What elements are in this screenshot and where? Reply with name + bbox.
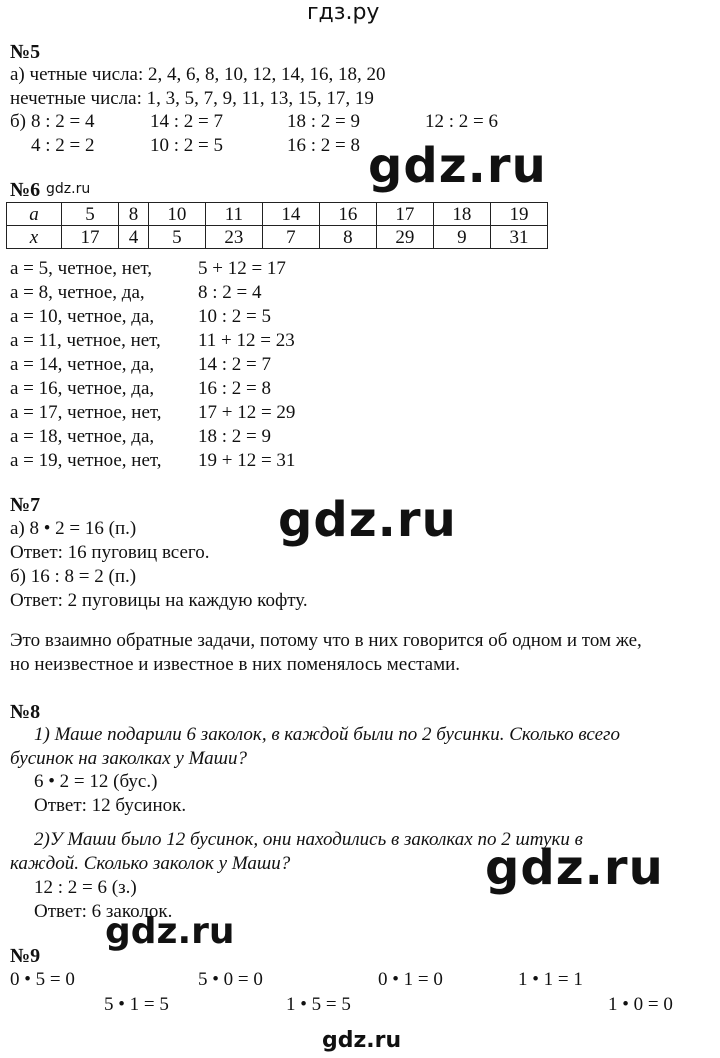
table-cell: 5	[62, 203, 119, 226]
table-cell: 17	[62, 226, 119, 249]
task-5-eq: 18 : 2 = 9	[287, 111, 360, 132]
table-cell: 8	[119, 203, 149, 226]
footer-watermark: gdz.ru	[322, 1028, 402, 1053]
task-9-eq: 5 • 1 = 5	[104, 994, 169, 1015]
task-8-answer-2: Ответ: 6 заколок.	[34, 901, 173, 922]
table-cell: 23	[205, 226, 262, 249]
task-6-line-label: а = 19, четное, нет,	[10, 450, 162, 471]
watermark: gdz.ru	[105, 911, 235, 952]
table-cell: 11	[205, 203, 262, 226]
table-cell: 18	[433, 203, 490, 226]
task-7-b-answer: Ответ: 2 пуговицы на каждую кофту.	[10, 590, 308, 611]
table-cell: 19	[490, 203, 547, 226]
task-6-line-calc: 19 + 12 = 31	[198, 450, 296, 471]
task-7-note: но неизвестное и известное в них поменялось местами.	[10, 654, 461, 675]
task-6-line-label: а = 11, четное, нет,	[10, 330, 161, 351]
task-5-eq: 16 : 2 = 8	[287, 135, 360, 156]
table-cell: 31	[490, 226, 547, 249]
task-5-title: №5	[10, 41, 41, 63]
table-cell: 4	[119, 226, 149, 249]
task-6-line-calc: 16 : 2 = 8	[198, 378, 271, 399]
task-6-line-calc: 8 : 2 = 4	[198, 282, 262, 303]
task-9-eq: 0 • 5 = 0	[10, 969, 75, 990]
watermark-small: gdz.ru	[46, 181, 91, 197]
table-cell: 9	[433, 226, 490, 249]
task-6-line-label: а = 14, четное, да,	[10, 354, 155, 375]
task-8-problem-1: 1) Маше подарили 6 заколок, в каждой были по 2 бусинки. Сколько всего	[34, 724, 620, 745]
task-6-line-label: а = 8, четное, да,	[10, 282, 145, 303]
task-6-title: №6	[10, 179, 41, 201]
task-5-odd-numbers: нечетные числа: 1, 3, 5, 7, 9, 11, 13, 15, 17, 19	[10, 88, 374, 109]
task-6-line-label: а = 16, четное, да,	[10, 378, 155, 399]
table-cell: 29	[376, 226, 433, 249]
table-header-a: a	[7, 203, 62, 226]
task-7-b: б) 16 : 8 = 2 (п.)	[10, 566, 137, 587]
task-5-even-numbers: а) четные числа: 2, 4, 6, 8, 10, 12, 14, 16, 18, 20	[10, 64, 386, 85]
task-6-line-calc: 5 + 12 = 17	[198, 258, 286, 279]
task-8-problem-2: каждой. Сколько заколок у Маши?	[10, 853, 291, 874]
task-6-line-label: а = 10, четное, да,	[10, 306, 155, 327]
task-8-calc-1: 6 • 2 = 12 (бус.)	[34, 771, 158, 792]
task-6-line-label: а = 17, четное, нет,	[10, 402, 162, 423]
watermark: gdz.ru	[485, 840, 664, 896]
task-7-a-answer: Ответ: 16 пуговиц всего.	[10, 542, 210, 563]
table-cell: 10	[148, 203, 205, 226]
task-8-problem-2: 2)У Маши было 12 бусинок, они находились в заколках по 2 штуки в	[34, 829, 583, 850]
task-6-table	[6, 202, 548, 249]
table-header-x: x	[7, 226, 62, 249]
task-6-line-calc: 10 : 2 = 5	[198, 306, 271, 327]
task-8-answer-1: Ответ: 12 бусинок.	[34, 795, 187, 816]
table-row-a	[7, 203, 548, 226]
task-7-title: №7	[10, 494, 41, 516]
watermark: gdz.ru	[368, 138, 547, 194]
task-6-line-label: а = 18, четное, да,	[10, 426, 155, 447]
task-5-eq: 10 : 2 = 5	[150, 135, 223, 156]
table-cell: 7	[262, 226, 319, 249]
table-cell: 17	[376, 203, 433, 226]
watermark: gdz.ru	[278, 492, 457, 548]
table-cell: 16	[319, 203, 376, 226]
task-6-line-calc: 11 + 12 = 23	[198, 330, 295, 351]
task-7-a: а) 8 • 2 = 16 (п.)	[10, 518, 137, 539]
task-8-calc-2: 12 : 2 = 6 (з.)	[34, 877, 137, 898]
task-8-title: №8	[10, 701, 41, 723]
task-9-eq: 1 • 0 = 0	[608, 994, 673, 1015]
task-5-eq: 4 : 2 = 2	[31, 135, 95, 156]
task-7-note: Это взаимно обратные задачи, потому что в них говорится об одном и том же,	[10, 630, 642, 651]
task-6-line-label: а = 5, четное, нет,	[10, 258, 152, 279]
task-6-line-calc: 18 : 2 = 9	[198, 426, 271, 447]
site-header: гдз.ру	[307, 0, 380, 25]
task-9-title: №9	[10, 945, 41, 967]
task-5-eq: 14 : 2 = 7	[150, 111, 223, 132]
task-5-eq: 8 : 2 = 4	[31, 111, 95, 132]
task-9-eq: 1 • 5 = 5	[286, 994, 351, 1015]
task-6-line-calc: 14 : 2 = 7	[198, 354, 271, 375]
task-5-b-label: б)	[10, 111, 26, 132]
task-5-eq: 12 : 2 = 6	[425, 111, 498, 132]
task-9-eq: 5 • 0 = 0	[198, 969, 263, 990]
table-cell: 8	[319, 226, 376, 249]
table-row-x	[7, 226, 548, 249]
table-cell: 14	[262, 203, 319, 226]
table-cell: 5	[148, 226, 205, 249]
task-9-eq: 0 • 1 = 0	[378, 969, 443, 990]
task-8-problem-1: бусинок на заколках у Маши?	[10, 748, 247, 769]
task-9-eq: 1 • 1 = 1	[518, 969, 583, 990]
task-6-line-calc: 17 + 12 = 29	[198, 402, 296, 423]
